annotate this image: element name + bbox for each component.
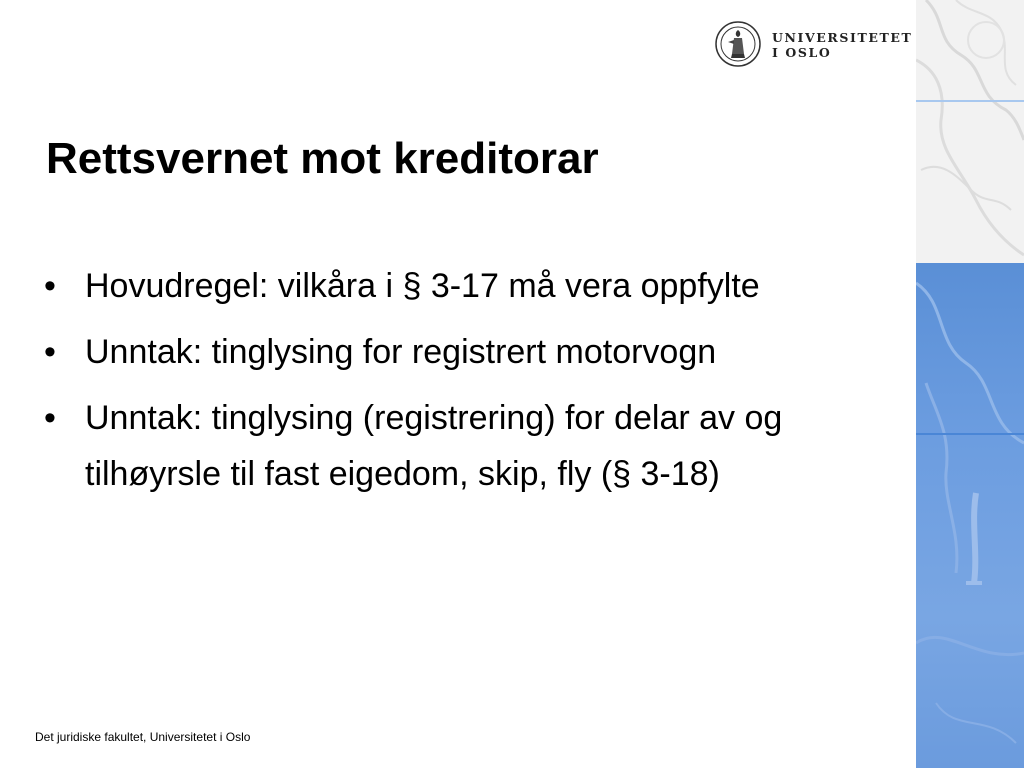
sculpture-blue-graphic	[916, 263, 1024, 768]
decorative-side-image	[916, 0, 1024, 768]
bullet-marker: •	[44, 399, 56, 437]
university-logo	[714, 20, 913, 72]
side-image-top	[916, 0, 1024, 263]
logo-line-2: I OSLO	[772, 45, 832, 60]
sculpture-sketch-graphic	[916, 0, 1024, 263]
bullet-item	[44, 258, 864, 314]
bullet-text: Unntak: tinglysing (registrering) for delar av og tilhøyrsle til fast eigedom, skip, fly (§ 3-18)	[85, 399, 783, 493]
bullet-text: Unntak: tinglysing for registrert motorvogn	[85, 333, 717, 371]
slide-title: Rettsvernet mot kreditorar	[46, 134, 599, 183]
side-divider-line	[916, 433, 1024, 435]
bullet-item	[44, 324, 864, 380]
bullet-marker: •	[44, 333, 56, 371]
bullet-item	[44, 390, 864, 502]
side-divider-line	[916, 100, 1024, 102]
side-image-bottom	[916, 263, 1024, 768]
bullet-text: Hovudregel: vilkåra i § 3-17 må vera oppfylte	[85, 267, 760, 305]
logo-line-1: UNIVERSITETET	[772, 30, 913, 45]
slide-footer: Det juridiske fakultet, Universitetet i Oslo	[35, 730, 251, 744]
university-seal-icon	[714, 20, 762, 68]
bullet-list	[44, 258, 864, 512]
bullet-marker: •	[44, 267, 56, 305]
logo-wordmark	[772, 30, 912, 60]
